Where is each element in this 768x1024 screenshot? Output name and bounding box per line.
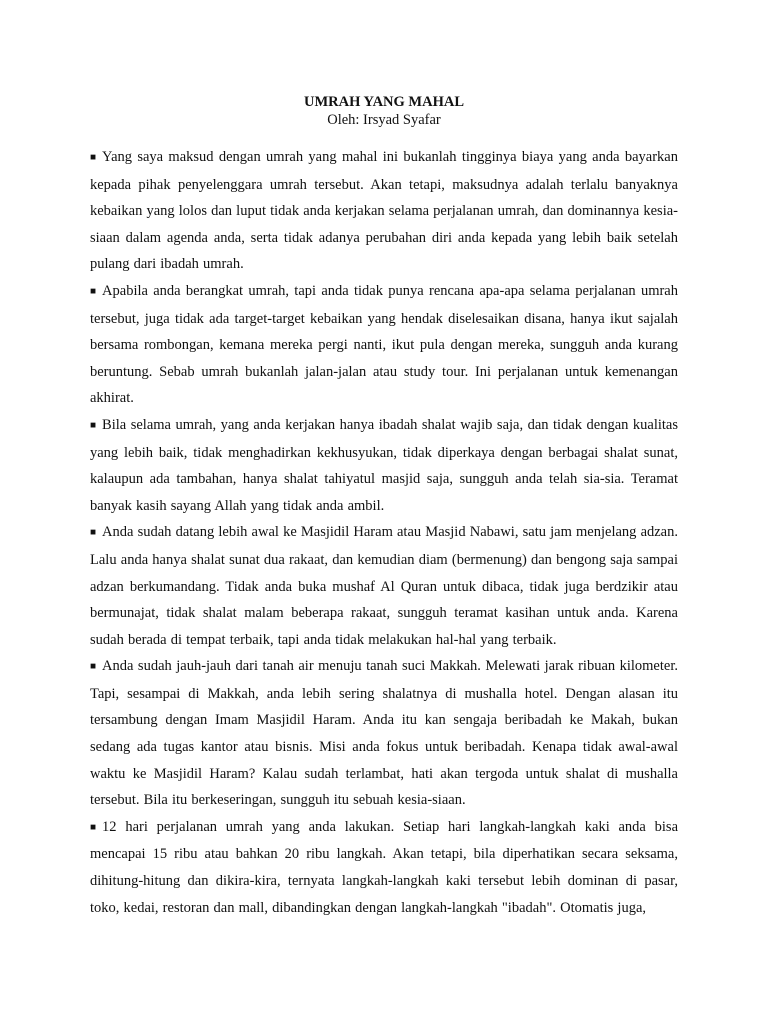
paragraph bbox=[90, 653, 678, 814]
paragraph bbox=[90, 814, 678, 921]
square-bullet-icon: ■ bbox=[90, 527, 97, 539]
paragraph-text: Yang saya maksud dengan umrah yang mahal ini bukanlah tingginya biaya yang anda bayarkan kepada pihak penyelenggara umrah tersebut. Akan tetapi, maksudnya adalah terlalu banyaknya kebaikan yang lolos dan luput tidak anda kerjakan selama perjalanan umrah, dan dominannya kesia-siaan dalam agenda anda, serta tidak adanya perubahan diri anda kepada yang lebih baik setelah pulang dari ibadah umrah. bbox=[90, 149, 678, 273]
paragraph bbox=[90, 144, 678, 278]
square-bullet-icon: ■ bbox=[90, 285, 97, 297]
paragraph-text: Anda sudah jauh-jauh dari tanah air menuju tanah suci Makkah. Melewati jarak ribuan kilometer. Tapi, sesampai di Makkah, anda lebih sering shalatnya di mushalla hotel. Dengan alasan itu tersambung dengan Imam Masjidil Haram. Anda itu kan sengaja beribadah ke Makah, bukan sedang ada tugas kantor atau bisnis. Misi anda fokus untuk beribadah. Kenapa tidak awal-awal waktu ke Masjidil Haram? Kalau sudah terlambat, hati akan tergoda untuk shalat di mushalla tersebut. Bila itu berkeseringan, sungguh itu sebuah kesia-siaan. bbox=[90, 658, 678, 809]
paragraph bbox=[90, 278, 678, 412]
document-title: UMRAH YANG MAHAL bbox=[303, 94, 465, 110]
paragraph bbox=[90, 412, 678, 519]
paragraph-text: Bila selama umrah, yang anda kerjakan hanya ibadah shalat wajib saja, dan tidak dengan kualitas yang lebih baik, tidak menghadirkan kekhusyukan, tidak diperkaya dengan berbagai shalat sunat, kalaupun ada tambahan, hanya shalat tahiyatul masjid saja, sungguh anda telah sia-sia. Teramat banyak kasih sayang Allah yang tidak anda ambil. bbox=[90, 416, 678, 514]
square-bullet-icon: ■ bbox=[90, 419, 97, 431]
document-author: Oleh: Irsyad Syafar bbox=[327, 112, 441, 128]
paragraph-text: 12 hari perjalanan umrah yang anda lakukan. Setiap hari langkah-langkah kaki anda bisa mencapai 15 ribu atau bahkan 20 ribu langkah. Akan tetapi, bila diperhatikan secara seksama, dihitung-hitung dan dikira-kira, ternyata langkah-langkah kaki tersebut lebih dominan di pasar, toko, kedai, restoran dan mall, dibandingkan dengan langkah-langkah "ibadah". Otomatis juga, bbox=[90, 818, 678, 916]
document-body bbox=[90, 144, 678, 921]
square-bullet-icon: ■ bbox=[90, 661, 97, 673]
paragraph-text: Anda sudah datang lebih awal ke Masjidil Haram atau Masjid Nabawi, satu jam menjelang adzan. Lalu anda hanya shalat sunat dua rakaat, dan kemudian diam (bermenung) dan bengong saja sampai adzan berkumandang. Tidak anda buka mushaf Al Quran untuk dibaca, tidak juga berdzikir atau bermunajat, tidak shalat malam beberapa rakaat, sungguh teramat kasihan untuk anda. Karena sudah berada di tempat terbaik, tapi anda tidak melakukan hal-hal yang terbaik. bbox=[90, 524, 678, 648]
paragraph-text: Apabila anda berangkat umrah, tapi anda tidak punya rencana apa-apa selama perjalanan umrah tersebut, juga tidak ada target-target kebaikan yang hendak diselesaikan disana, hanya ikut sajalah bersama rombongan, kemana mereka pergi nanti, ikut pula dengan mereka, sungguh anda kurang beruntung. Sebab umrah bukanlah jalan-jalan atau study tour. Ini perjalanan untuk kemenangan akhirat. bbox=[90, 282, 678, 407]
title-block bbox=[0, 93, 768, 129]
square-bullet-icon: ■ bbox=[90, 821, 97, 833]
square-bullet-icon: ■ bbox=[90, 152, 97, 163]
paragraph bbox=[90, 519, 678, 653]
